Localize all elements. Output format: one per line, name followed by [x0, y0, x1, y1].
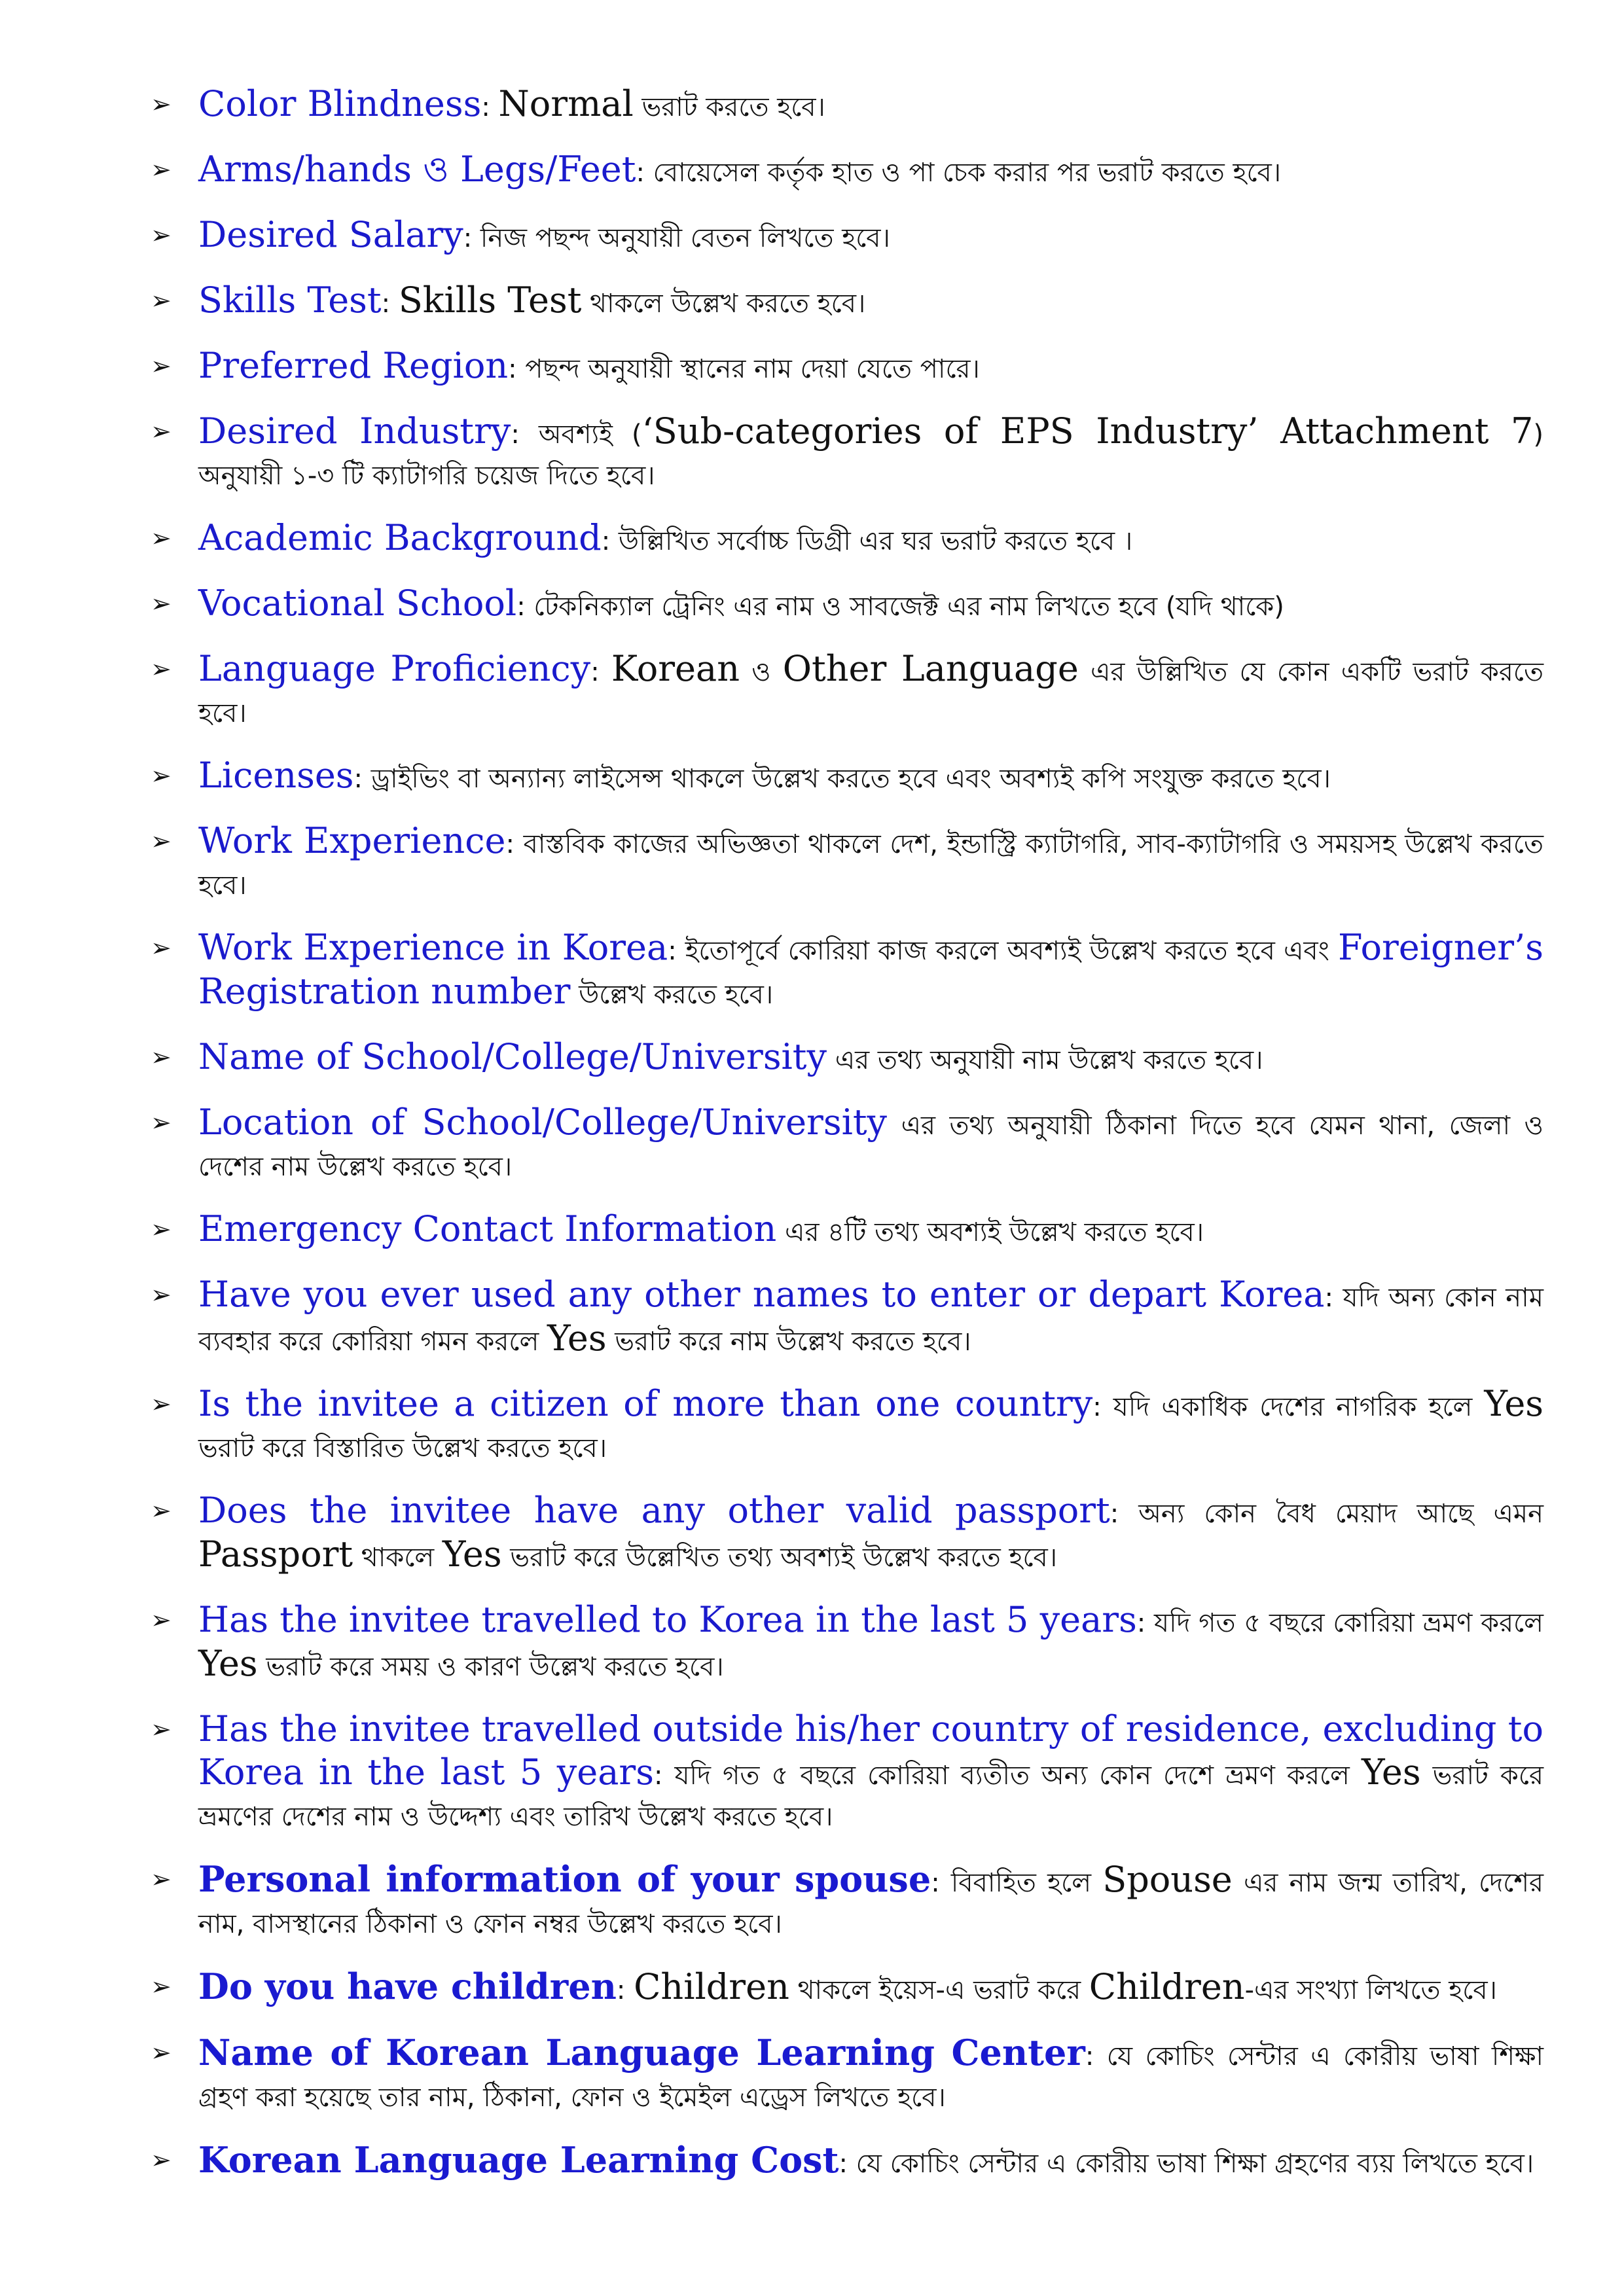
field-description: : যে কোচিং সেন্টার এ কোরীয় ভাষা শিক্ষা গ্রহণ করা হয়েছে তার নাম, ঠিকানা, ফোন ও ইমেইল এড্রেস লিখতে হবে। — [198, 2041, 1543, 2113]
field-description: এর ৪টি তথ্য অবশ্যই উল্লেখ করতে হবে। — [776, 1217, 1204, 1247]
field-label: Language Proficiency — [198, 648, 591, 689]
field-description: : বোয়েসেল কর্তৃক হাত ও পা চেক করার পর ভরাট করতে হবে। — [636, 158, 1282, 188]
field-description: : অবশ্যই ( — [511, 420, 642, 450]
arrow-bullet-icon: ➢ — [151, 221, 171, 249]
field-description: : যে কোচিং সেন্টার এ কোরীয় ভাষা শিক্ষা গ্রহণের ব্যয় লিখতে হবে। — [839, 2149, 1534, 2179]
arrow-bullet-icon: ➢ — [151, 2145, 171, 2174]
field-description: -এর সংখ্যা লিখতে হবে। — [1244, 1975, 1497, 2005]
field-description: এর উল্লিখিত যে কোন একটি ভরাট করতে হবে। — [198, 657, 1543, 728]
field-description: ভরাট করে নাম উল্লেখ করতে হবে। — [606, 1327, 971, 1357]
field-label: Personal information of your spouse — [198, 1858, 931, 1900]
inline-term: Normal — [498, 83, 634, 124]
field-label: Skills Test — [198, 279, 382, 321]
field-label: Has the invitee travelled outside his/her country of residence, excluding to Korea in the last 5 years — [198, 1708, 1543, 1793]
field-label: Name of School/College/University — [198, 1036, 827, 1077]
inline-term: Children — [1089, 1966, 1245, 2007]
field-label: Korean Language Learning Cost — [198, 2139, 839, 2181]
field-label: Is the invitee a citizen of more than one country — [198, 1383, 1093, 1424]
arrow-bullet-icon: ➢ — [151, 1280, 171, 1309]
inline-term: Other Language — [782, 648, 1079, 689]
instruction-list — [149, 84, 1543, 2206]
field-description: : ইতোপূর্বে কোরিয়া কাজ করলে অবশ্যই উল্লেখ করতে হবে এবং — [668, 936, 1338, 966]
field-description: : বাস্তবিক কাজের অভিজ্ঞতা থাকলে দেশ, ইন্ডাস্ট্রি ক্যাটাগরি, সাব-ক্যাটাগরি ও সময়সহ উল্লেখ করতে হবে। — [198, 829, 1543, 901]
inline-term: Korean — [611, 648, 740, 689]
field-label: Desired Industry — [198, 410, 511, 452]
list-item — [149, 1859, 1543, 1945]
arrow-bullet-icon: ➢ — [151, 1605, 171, 1634]
field-description: এর নাম জন্ম তারিখ, দেশের নাম, বাসস্থানের ঠিকানা ও ফোন নম্বর উল্লেখ করতে হবে। — [198, 1868, 1543, 1939]
list-item — [149, 1384, 1543, 1469]
inline-term: Yes — [198, 1643, 258, 1684]
field-label: Vocational School — [198, 583, 517, 624]
field-description: থাকলে উল্লেখ করতে হবে। — [581, 289, 866, 319]
list-item — [149, 280, 1543, 324]
list-item — [149, 1966, 1543, 2011]
field-description: : যদি একাধিক দেশের নাগরিক হলে — [1092, 1392, 1485, 1422]
list-item — [149, 1102, 1543, 1187]
list-item — [149, 649, 1543, 734]
field-label: Work Experience in Korea — [198, 927, 668, 968]
field-description: : উল্লিখিত সর্বোচ্চ ডিগ্রী এর ঘর ভরাট করতে হবে । — [601, 526, 1133, 556]
arrow-bullet-icon: ➢ — [151, 589, 171, 618]
field-description: : যদি গত ৫ বছরে কোরিয়া ভ্রমণ করলে — [1136, 1608, 1543, 1638]
inline-term: Skills Test — [398, 279, 582, 321]
field-label: Arms/hands ও Legs/Feet — [198, 149, 636, 190]
list-item — [149, 1274, 1543, 1362]
field-description: : নিজ পছন্দ অনুযায়ী বেতন লিখতে হবে। — [463, 223, 890, 253]
field-description: : — [590, 657, 611, 687]
list-item — [149, 2032, 1543, 2118]
field-description: : — [381, 289, 399, 319]
field-description: থাকলে — [353, 1543, 442, 1573]
inline-term: ‘Sub-categories of EPS Industry’ Attachment 7 — [641, 410, 1534, 452]
list-item — [149, 821, 1543, 906]
field-label: Name of Korean Language Learning Center — [198, 2032, 1085, 2073]
field-description: ও — [739, 657, 783, 687]
list-item — [149, 755, 1543, 799]
field-label: Academic Background — [198, 517, 602, 558]
field-description: : — [616, 1975, 634, 2005]
field-label: Does the invitee have any other valid passport — [198, 1490, 1110, 1531]
inline-term: Yes — [1361, 1751, 1421, 1793]
field-label: Location of School/College/University — [198, 1102, 888, 1143]
field-description: : বিবাহিত হলে — [931, 1868, 1103, 1898]
list-item — [149, 2140, 1543, 2184]
list-item — [149, 411, 1543, 496]
list-item — [149, 346, 1543, 389]
arrow-bullet-icon: ➢ — [151, 827, 171, 855]
field-description: ভরাট করে সময় ও কারণ উল্লেখ করতে হবে। — [257, 1652, 724, 1682]
inline-term: Yes — [547, 1318, 607, 1359]
list-item — [149, 84, 1543, 128]
inline-term: Children — [634, 1966, 789, 2007]
arrow-bullet-icon: ➢ — [151, 1972, 171, 2001]
arrow-bullet-icon: ➢ — [151, 417, 171, 446]
arrow-bullet-icon: ➢ — [151, 2038, 171, 2067]
field-label: Work Experience — [198, 820, 506, 861]
field-description: ভরাট করে উল্লেখিত তথ্য অবশ্যই উল্লেখ করতে হবে। — [501, 1543, 1058, 1573]
field-description: এর তথ্য অনুযায়ী ঠিকানা দিতে হবে যেমন থানা, জেলা ও দেশের নাম উল্লেখ করতে হবে। — [198, 1111, 1543, 1182]
field-label: Has the invitee travelled to Korea in the last 5 years — [198, 1599, 1137, 1640]
field-description: : — [481, 92, 499, 122]
field-label: Do you have children — [198, 1965, 617, 2007]
arrow-bullet-icon: ➢ — [151, 1865, 171, 1893]
arrow-bullet-icon: ➢ — [151, 761, 171, 790]
arrow-bullet-icon: ➢ — [151, 90, 171, 118]
inline-term: Yes — [1484, 1383, 1544, 1424]
field-description: : পছন্দ অনুযায়ী স্থানের নাম দেয়া যেতে পারে। — [508, 354, 980, 384]
arrow-bullet-icon: ➢ — [151, 1715, 171, 1744]
arrow-bullet-icon: ➢ — [151, 1108, 171, 1137]
inline-term: Passport — [198, 1534, 353, 1575]
list-item — [149, 583, 1543, 627]
field-label: Preferred Region — [198, 345, 509, 386]
field-label: Desired Salary — [198, 214, 463, 255]
arrow-bullet-icon: ➢ — [151, 524, 171, 552]
list-item — [149, 149, 1543, 193]
arrow-bullet-icon: ➢ — [151, 155, 171, 184]
list-item — [149, 1490, 1543, 1578]
field-description: : টেকনিক্যাল ট্রেনিং এর নাম ও সাবজেক্ট এর নাম লিখতে হবে (যদি থাকে) — [516, 592, 1284, 622]
list-item — [149, 1709, 1543, 1837]
list-item — [149, 1209, 1543, 1253]
field-label: Emergency Contact Information — [198, 1208, 777, 1249]
field-description: : যদি অন্য কোন নাম ব্যবহার করে কোরিয়া গমন করলে — [198, 1283, 1543, 1357]
field-description: উল্লেখ করতে হবে। — [570, 980, 774, 1010]
arrow-bullet-icon: ➢ — [151, 351, 171, 380]
arrow-bullet-icon: ➢ — [151, 1390, 171, 1418]
field-description: ভরাট করে ভ্রমণের দেশের নাম ও উদ্দেশ্য এবং তারিখ উল্লেখ করতে হবে। — [198, 1761, 1543, 1832]
field-label-inline: Foreigner’s Registration number — [198, 927, 1543, 1012]
list-item — [149, 518, 1543, 562]
inline-term: Yes — [442, 1534, 502, 1575]
list-item — [149, 1037, 1543, 1081]
field-label: Licenses — [198, 755, 354, 796]
arrow-bullet-icon: ➢ — [151, 1496, 171, 1525]
field-description: ) অনুযায়ী ১-৩ টি ক্যাটাগরি চয়েজ দিতে হবে। — [198, 420, 1543, 491]
field-description: এর তথ্য অনুযায়ী নাম উল্লেখ করতে হবে। — [827, 1045, 1263, 1075]
arrow-bullet-icon: ➢ — [151, 933, 171, 962]
arrow-bullet-icon: ➢ — [151, 655, 171, 683]
field-label: Have you ever used any other names to enter or depart Korea — [198, 1274, 1325, 1315]
field-description: ভরাট করতে হবে। — [633, 92, 825, 122]
list-item — [149, 927, 1543, 1015]
list-item — [149, 1600, 1543, 1687]
field-description: থাকলে ইয়েস-এ ভরাট করে — [789, 1975, 1089, 2005]
arrow-bullet-icon: ➢ — [151, 1043, 171, 1071]
field-description: : ড্রাইভিং বা অন্যান্য লাইসেন্স থাকলে উল্লেখ করতে হবে এবং অবশ্যই কপি সংযুক্ত করতে হবে। — [353, 764, 1331, 794]
list-item — [149, 215, 1543, 259]
field-description: : যদি গত ৫ বছরে কোরিয়া ব্যতীত অন্য কোন দেশে ভ্রমণ করলে — [653, 1761, 1362, 1791]
field-description: : অন্য কোন বৈধ মেয়াদ আছে এমন — [1110, 1499, 1543, 1529]
arrow-bullet-icon: ➢ — [151, 1215, 171, 1244]
field-description: ভরাট করে বিস্তারিত উল্লেখ করতে হবে। — [198, 1433, 607, 1463]
inline-term: Spouse — [1102, 1859, 1233, 1900]
arrow-bullet-icon: ➢ — [151, 286, 171, 315]
field-label: Color Blindness — [198, 83, 482, 124]
